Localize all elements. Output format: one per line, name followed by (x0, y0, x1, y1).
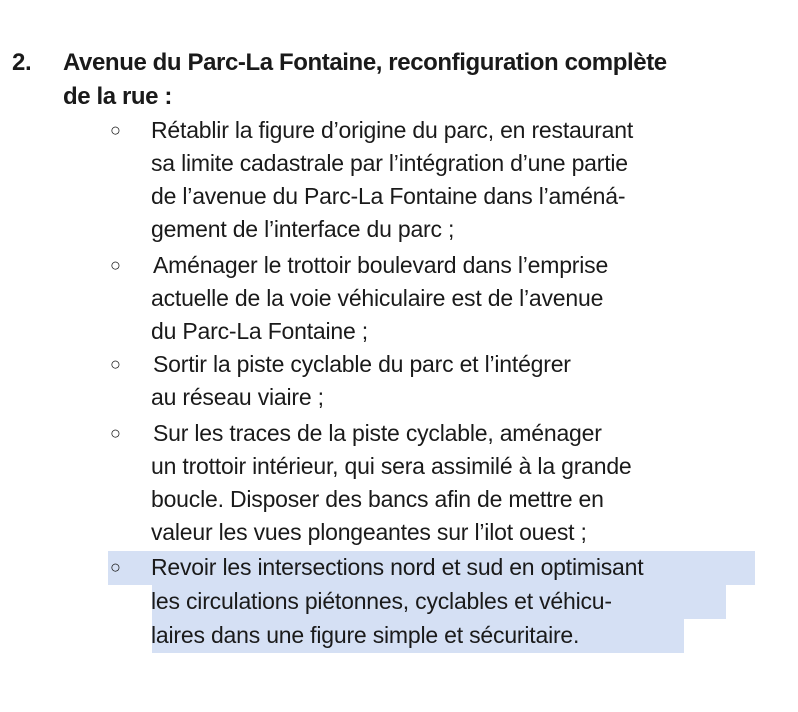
list-item-line: actuelle de la voie véhiculaire est de l’avenue (151, 285, 604, 311)
bullet-icon: ○ (110, 120, 121, 140)
list-item-line: laires dans une figure simple et sécuritaire. (151, 622, 580, 648)
bullet-icon: ○ (110, 255, 121, 275)
list-item-line: les circulations piétonnes, cyclables et véhicu- (151, 588, 612, 614)
list-item-line: un trottoir intérieur, qui sera assimilé à la grande (151, 453, 632, 479)
list-item-line: Rétablir la figure d’origine du parc, en restaurant (151, 117, 634, 143)
list-item-line: du Parc-La Fontaine ; (151, 318, 368, 344)
bullet-icon: ○ (110, 354, 121, 374)
bullet-icon: ○ (110, 557, 121, 577)
list-item-line: Sur les traces de la piste cyclable, aménager (153, 420, 602, 446)
list-item-line: valeur les vues plongeantes sur l’ilot ouest ; (151, 519, 587, 545)
list-item-line: au réseau viaire ; (151, 384, 324, 410)
list-item-line: boucle. Disposer des bancs afin de mettre en (151, 486, 604, 512)
bullet-icon: ○ (110, 423, 121, 443)
section-heading-line: de la rue : (63, 83, 172, 110)
list-item-line: Revoir les intersections nord et sud en optimisant (151, 554, 644, 580)
list-item-line: Sortir la piste cyclable du parc et l’intégrer (153, 351, 571, 377)
section-number: 2. (12, 49, 32, 76)
section-heading-line: Avenue du Parc-La Fontaine, reconfiguration complète (63, 49, 667, 76)
list-item-line: de l’avenue du Parc-La Fontaine dans l’améná- (151, 183, 626, 209)
list-item-line: sa limite cadastrale par l’intégration d’une partie (151, 150, 628, 176)
list-item-line: Aménager le trottoir boulevard dans l’emprise (153, 252, 609, 278)
list-item-line: gement de l’interface du parc ; (151, 216, 455, 242)
